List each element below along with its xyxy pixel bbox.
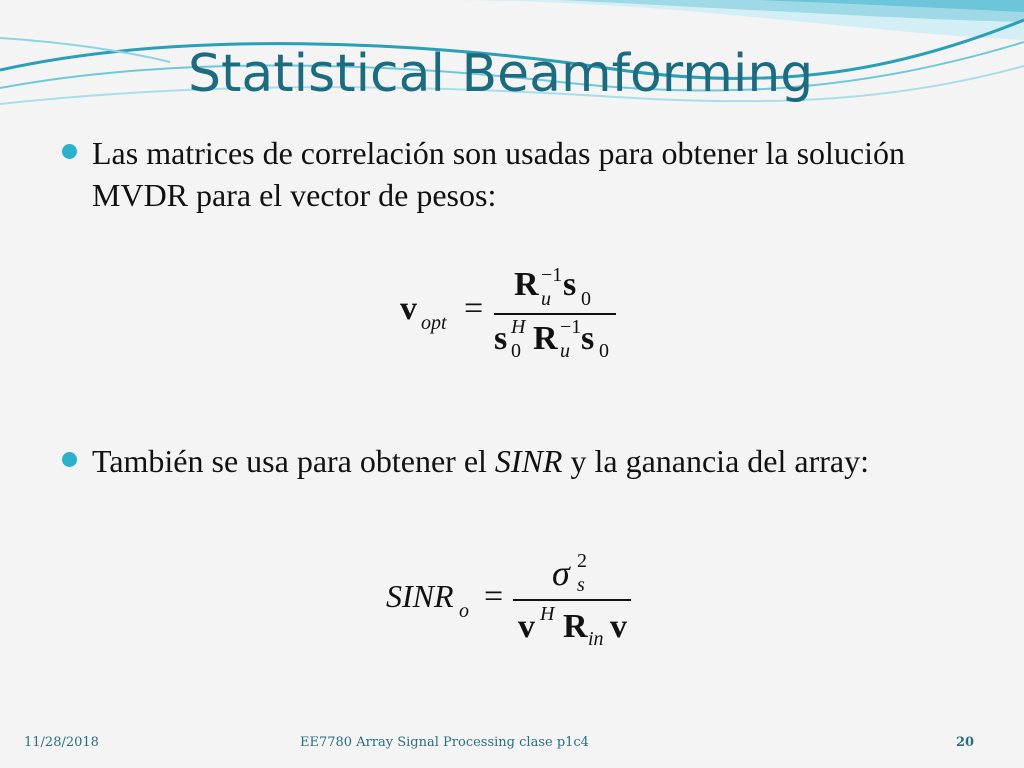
numerator-R-superscript: −1: [541, 264, 563, 286]
denominator-s2-subscript: 0: [599, 340, 609, 362]
numerator-s: s: [563, 266, 577, 303]
bullet-text-start: También se usa para obtener el: [92, 443, 495, 479]
bullet-text-sinr: SINR: [494, 443, 563, 479]
slide-title: Statistical Beamforming: [188, 44, 814, 104]
footer-course: EE7780 Array Signal Processing clase p1c4: [300, 735, 589, 750]
fraction-bar: [513, 599, 631, 601]
denominator-R-subscript: in: [588, 628, 604, 650]
bullet-text-end: y la ganancia del array:: [562, 443, 869, 479]
denominator-R: R: [533, 320, 558, 357]
denominator-v: v: [518, 608, 535, 645]
equals-sign: =: [484, 578, 504, 615]
denominator-R: R: [563, 608, 588, 645]
denominator-R-subscript: u: [560, 340, 570, 362]
bullet-text: Las matrices de correlación son usadas para obtener la solución MVDR para el vector de pesos:: [92, 135, 906, 213]
denominator-s2: s: [581, 320, 595, 357]
denominator-s: s: [494, 320, 508, 357]
sinr-lhs: SINR: [386, 578, 454, 614]
denominator-R-superscript: −1: [560, 316, 582, 338]
denominator-v-superscript: H: [540, 603, 555, 625]
lhs-symbol: v: [400, 290, 417, 327]
numerator-sigma: σ: [552, 553, 570, 593]
numerator-R-subscript: u: [541, 288, 551, 310]
footer-page-number: 20: [956, 735, 975, 750]
sinr-lhs-subscript: o: [459, 600, 469, 622]
lhs-subscript: opt: [421, 312, 447, 334]
denominator-s-superscript: H: [511, 316, 526, 338]
equals-sign: =: [464, 290, 484, 327]
footer-date: 11/28/2018: [24, 735, 99, 750]
numerator-sigma-subscript: s: [577, 574, 585, 596]
numerator-R: R: [514, 266, 539, 303]
denominator-s-subscript: 0: [511, 340, 521, 362]
numerator-sigma-superscript: 2: [577, 550, 587, 572]
numerator-s-subscript: 0: [581, 288, 591, 310]
denominator-v2: v: [610, 608, 627, 645]
